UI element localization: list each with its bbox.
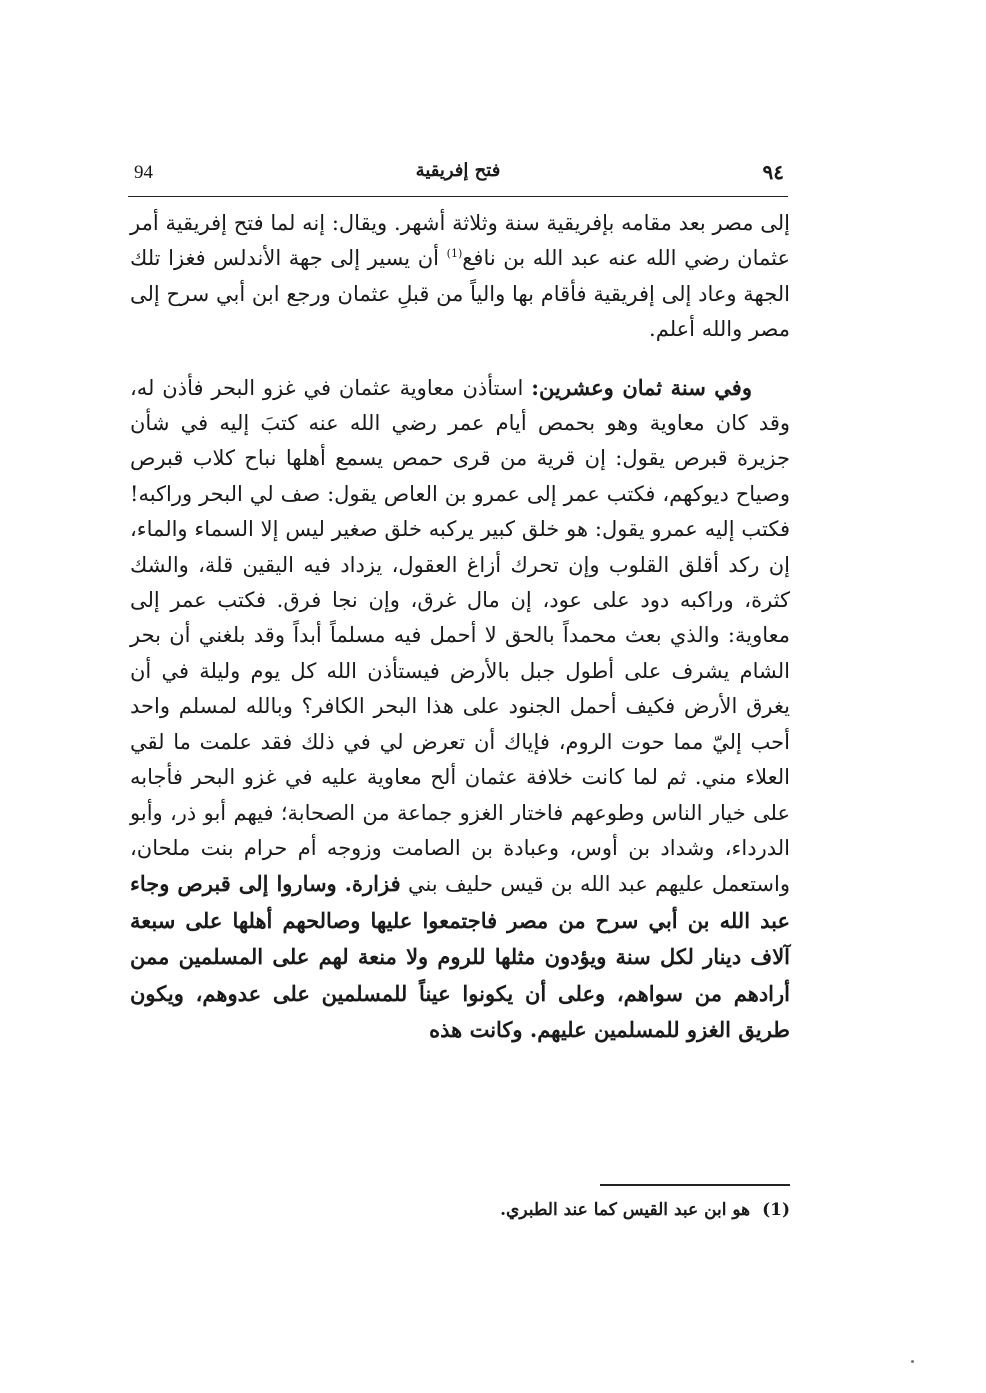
page-number-arabic: ٩٤ <box>762 160 784 184</box>
footnote-rule <box>600 1184 790 1186</box>
page-number-latin: 94 <box>134 162 153 183</box>
scan-speck <box>911 1360 914 1363</box>
body-text <box>130 206 790 1048</box>
paragraph-1-part-b: أن يسير إلى جهة الأندلس فغزا تلك الجهة وعاد إلى إفريقية فأقام بها والياً من قبلِ عثمان ورجع ابن أبي سرح إلى مصر والله أعلم. <box>130 246 790 342</box>
paragraph-2-lead: وفي سنة ثمان وعشرين: <box>531 374 752 400</box>
paragraph-1-part-a: إلى مصر بعد مقامه بإفريقية سنة وثلاثة أشهر. ويقال: إنه لما فتح إفريقية أمر عثمان رضي الله عنه عبد الله بن نافع <box>130 211 791 271</box>
header-rule <box>128 196 788 197</box>
paragraph-2 <box>130 370 790 1049</box>
footnote-reference: (1) <box>446 247 463 261</box>
running-title: فتح إفريقية <box>415 160 501 181</box>
paragraph-1 <box>130 206 790 348</box>
running-header <box>128 160 788 190</box>
paragraph-2-text: استأذن معاوية عثمان في غزو البحر فأذن له، وقد كان معاوية وهو بحمص أيام عمر رضي الله عنه كتبَ إليه في شأن جزيرة قبرص يقول: إن قرية من قرى حمص يسمع أهلها نباح كلاب قبرص وصياح ديوكهم، فكتب عمر إلى عمرو بن العاص يقول: صف لي البحر وراكبه! فكتب إليه عمرو يقول: هو خلق كبير يركبه خلق صغير ليس إلا السماء والماء، إن ركد أقلق القلوب وإن تحرك أزاغ العقول، يزداد فيه اليقين قلة، والشك كثرة، وراكبه دود على عود، إن مال غرق، وإن نجا فرق. فكتب عمر إلى معاوية: والذي بعث محمداً بالحق لا أحمل فيه مسلماً أبداً وقد بلغني أن بحر الشام يشرف على أطول جبل بالأرض فيستأذن الله كل يوم وليلة في أن يغرق الأرض فكيف أحمل الجنود على هذا البحر الكافر؟ وبالله لمسلم واحد أحب إليّ مما حوت الروم، فإياك أن تعرض لي في ذلك فقد علمت ما لقي العلاء مني. ثم لما كانت خلافة عثمان ألح معاوية عليه في غزو البحر فأجابه على خيار الناس وطوعهم فاختار الغزو جماعة من الصحابة؛ فيهم أبو ذر، وأبو الدرداء، وشداد بن أوس، وعبادة بن الصامت وزوجه أم حرام بنت ملحان، واستعمل عليهم عبد الله بن قيس حليف بني <box>130 375 790 897</box>
footnote-text: هو ابن عبد القيس كما عند الطبري. <box>500 1200 751 1220</box>
footnote-number: (1) <box>762 1200 790 1220</box>
footnote <box>130 1200 790 1220</box>
paragraph-2-bold-text: فزارة. وساروا إلى قبرص وجاء عبد الله بن أبي سرح من مصر فاجتمعوا عليها وصالحهم أهلها على سبعة آلاف دينار لكل سنة ويؤدون مثلها للروم ولا منعة لهم على المسلمين ممن أرادهم من سواهم، وعلى أن يكونوا عيناً للمسلمين على عدوهم، ويكون طريق الغزو للمسلمين عليهم. وكانت هذه <box>130 871 790 1042</box>
